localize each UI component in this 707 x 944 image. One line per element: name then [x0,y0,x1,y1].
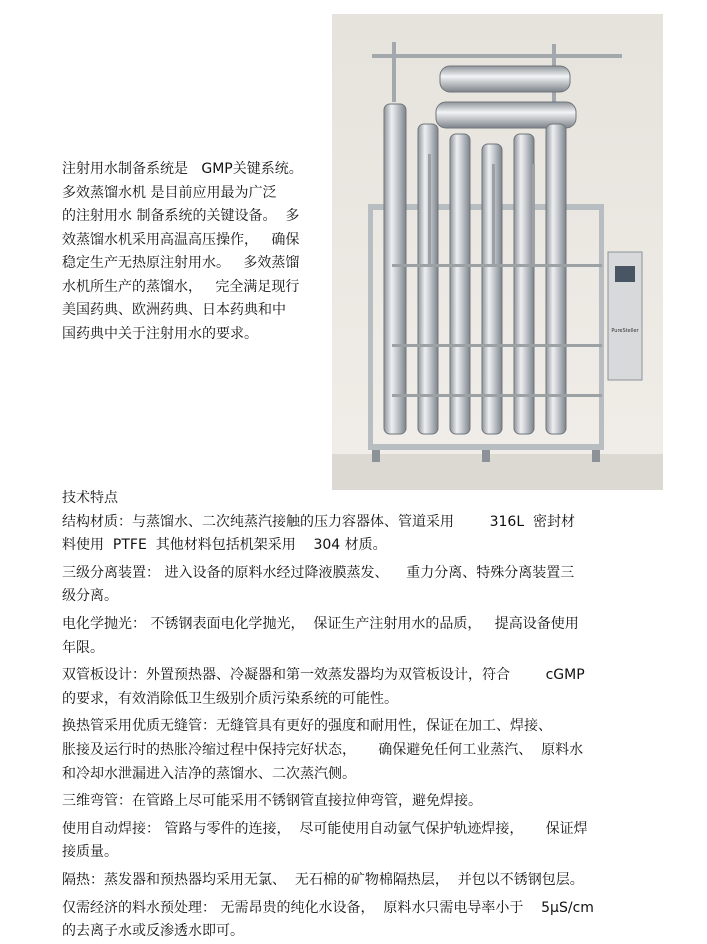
feature-line: 仅需经济的料水预处理： 无需昂贵的纯化水设备， 原料水只需电导率小于 5μS/cm [62,899,594,916]
technical-features [62,487,672,944]
feature-line: 结构材质：与蒸馏水、二次纯蒸汽接触的压力容器体、管道采用 316L 密封材 [62,513,576,530]
feature-line: 胀接及运行时的热胀冷缩过程中保持完好状态， 确保避免任何工业蒸汽、 原料水 [62,741,584,758]
distiller-photo [332,14,663,490]
intro-line: 美国药典、欧洲药典、日本药典和中 [62,302,286,318]
feature-line: 级分离。 [62,588,118,605]
feature-line: 使用自动焊接： 管路与零件的连接， 尽可能使用自动氩气保护轨迹焊接， 保证焊 [62,820,588,837]
feature-line: 换热管采用优质无缝管：无缝管具有更好的强度和耐用性，保证在加工、焊接、 [62,718,552,735]
feature-line: 料使用 PTFE 其他材料包括机架采用 304 材质。 [62,537,387,554]
control-panel-label: PureSteller [611,328,639,334]
intro-line: 稳定生产无热原注射用水。 多效蒸馏 [62,255,300,271]
feature-line: 的去离子水或反渗透水即可。 [62,923,244,940]
multi-effect-distiller-illustration [332,14,663,490]
feature-line: 双管板设计：外置预热器、冷凝器和第一效蒸发器均为双管板设计，符合 cGMP [62,667,585,684]
intro-line: 效蒸馏水机采用高温高压操作， 确保 [62,231,300,248]
feature-line: 三维弯管：在管路上尽可能采用不锈钢管直接拉伸弯管，避免焊接。 [62,793,482,810]
feature-line: 的要求，有效消除低卫生级别介质污染系统的可能性。 [62,690,398,707]
feature-line: 隔热：蒸发器和预热器均采用无氯、 无石棉的矿物棉隔热层， 并包以不锈钢包层。 [62,871,584,888]
intro-line: 水机所生产的蒸馏水， 完全满足现行 [62,278,300,295]
intro-paragraph [62,158,342,346]
intro-line: 注射用水制备系统是 GMP关键系统。 [62,161,303,177]
feature-line: 接质量。 [62,844,118,861]
intro-line: 多效蒸馏水机 是目前应用最为广泛 [62,184,277,201]
feature-line: 电化学抛光： 不锈钢表面电化学抛光， 保证生产注射用水的品质， 提高设备使用 [62,615,579,632]
feature-list [62,511,672,944]
intro-line: 国药典中关于注射用水的要求。 [62,325,258,342]
feature-line: 三级分离装置： 进入设备的原料水经过降液膜蒸发、 重力分离、特殊分离装置三 [62,564,575,581]
technical-features-heading: 技术特点 [62,490,118,506]
feature-line: 年限。 [62,639,104,656]
feature-line: 和冷却水泄漏进入洁净的蒸馏水、二次蒸汽侧。 [62,765,356,782]
intro-line: 的注射用水 制备系统的关键设备。 多 [62,208,300,224]
